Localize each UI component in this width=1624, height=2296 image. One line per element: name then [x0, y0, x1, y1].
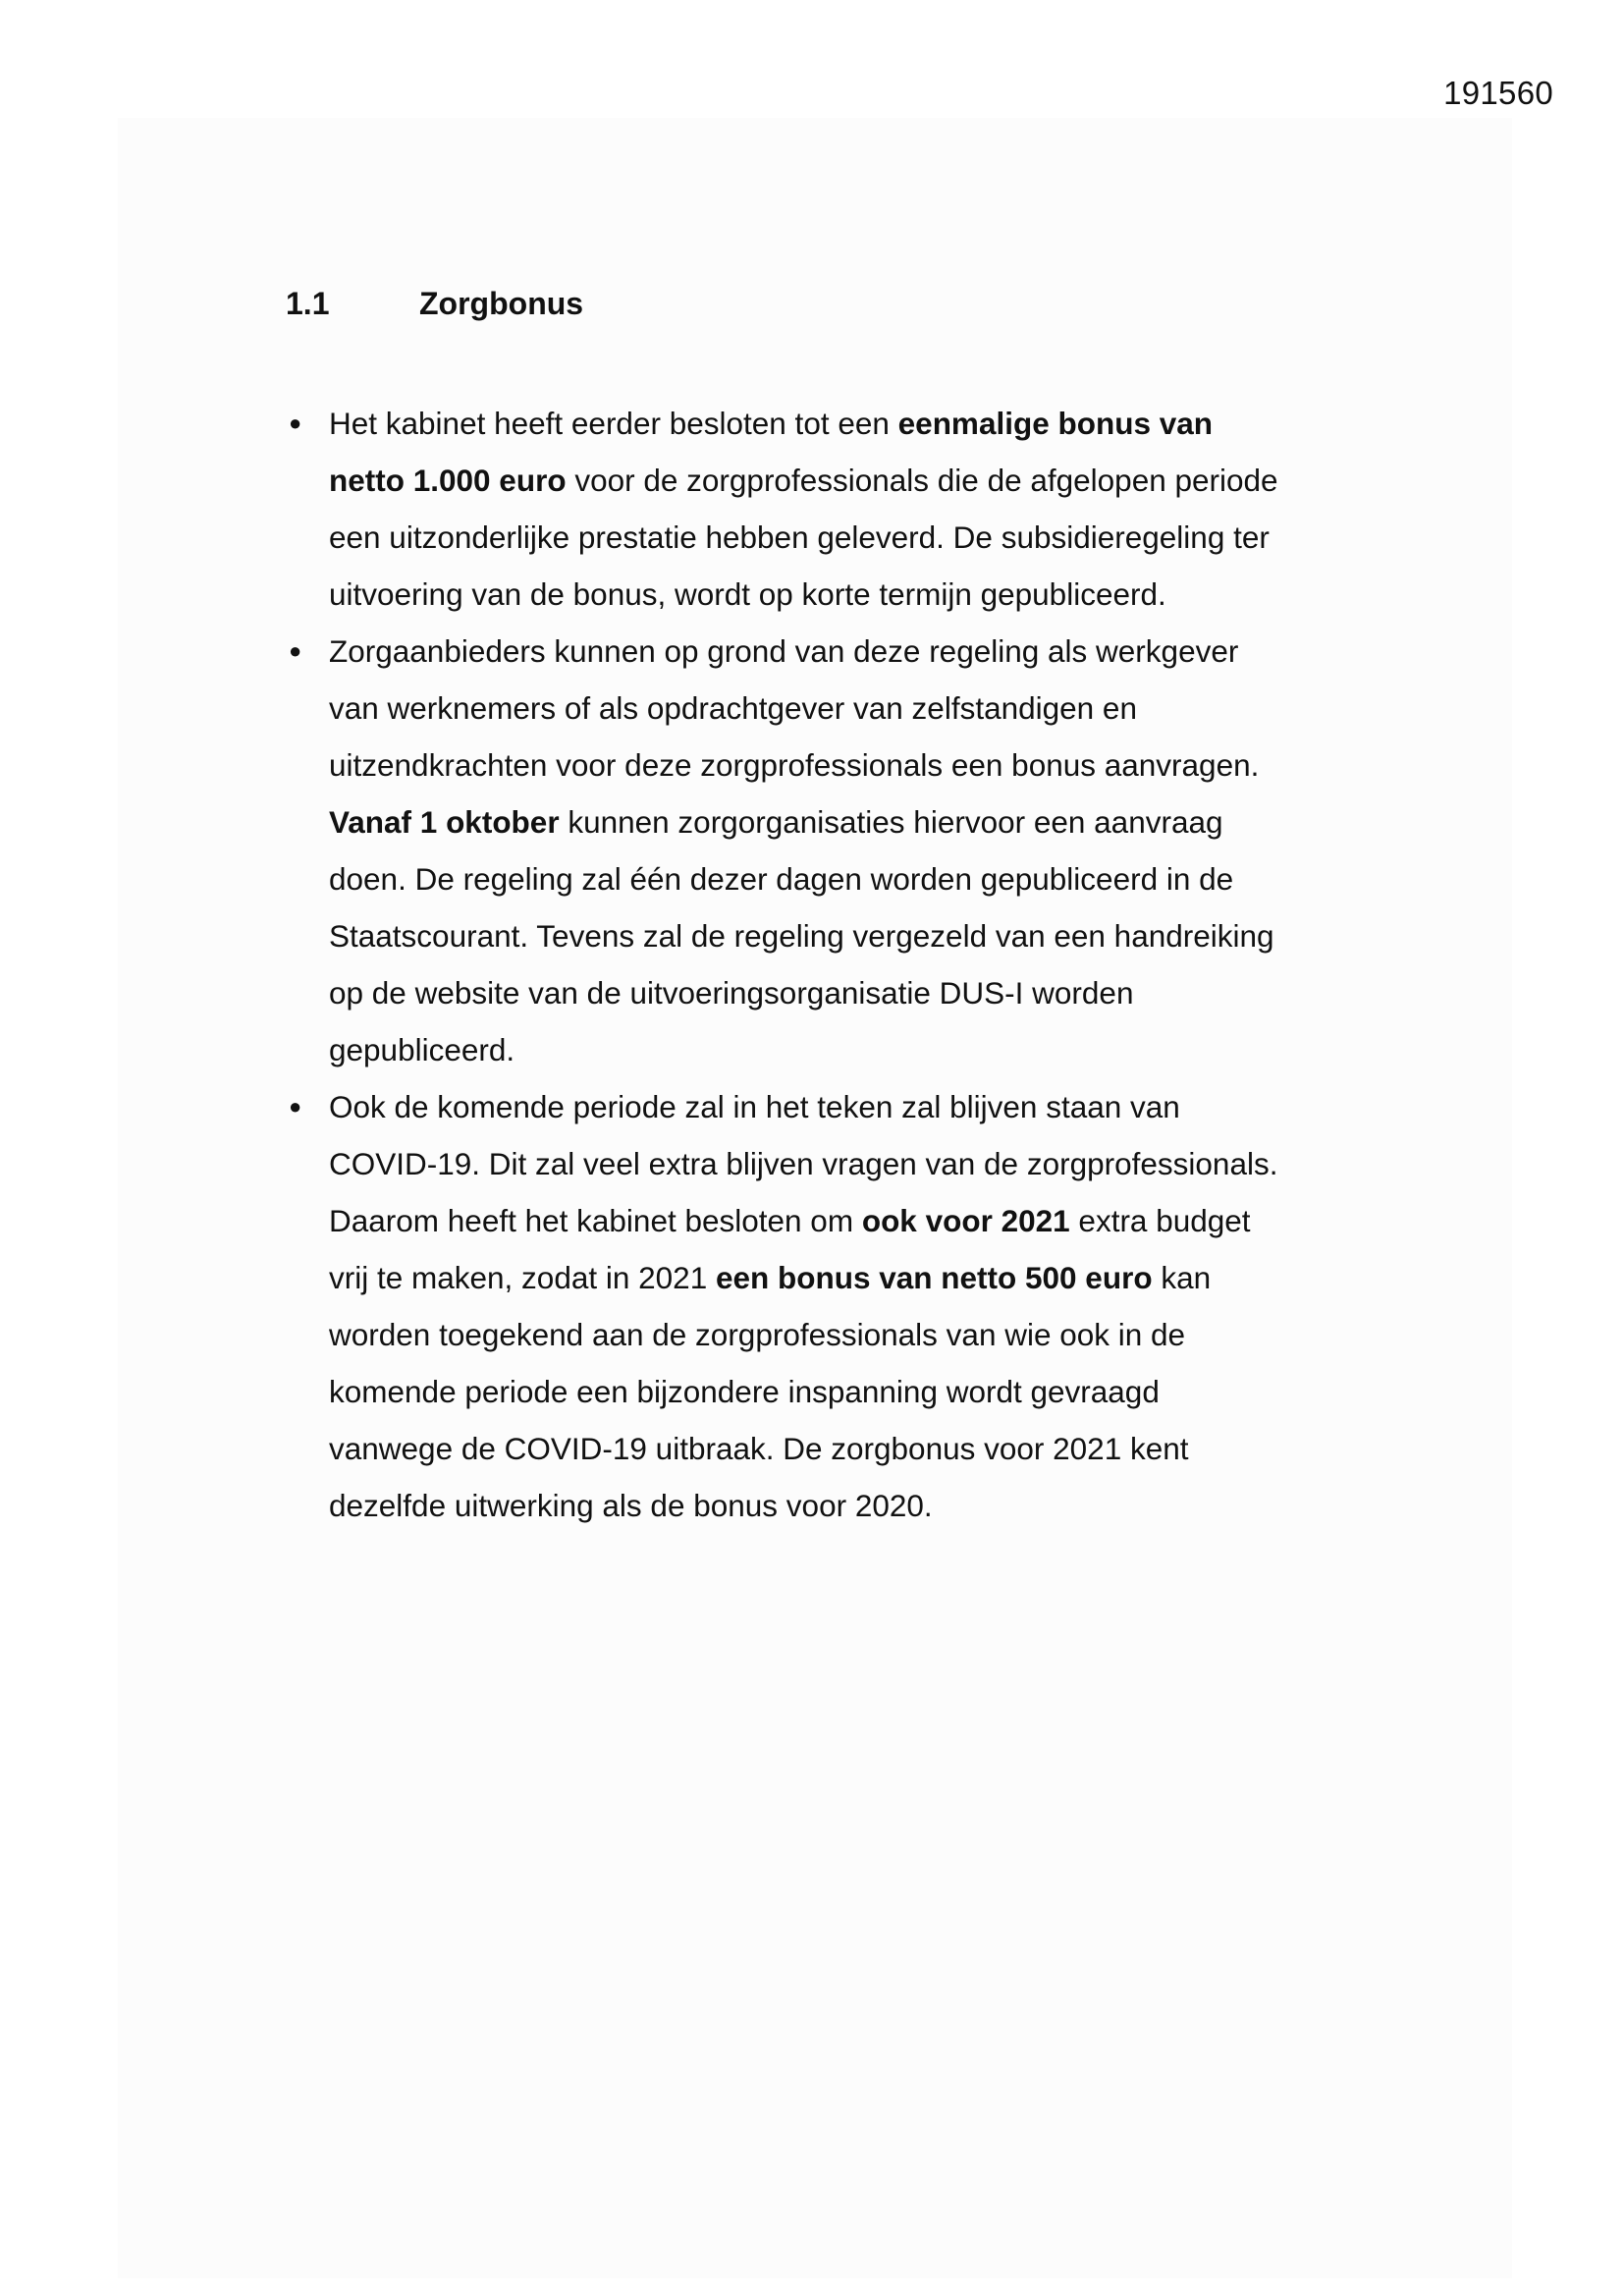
bullet-text-line	[329, 566, 1365, 623]
bullet-text-line	[329, 1078, 1365, 1135]
bullet-text-line	[329, 623, 1365, 680]
document-number: 191560	[1443, 75, 1553, 111]
text-run: komende periode een bijzondere inspanning wordt gevraagd	[329, 1374, 1160, 1409]
bullet-text-line	[329, 1306, 1365, 1363]
text-run: vanwege de COVID-19 uitbraak. De zorgbonus voor 2021 kent	[329, 1431, 1189, 1466]
bullet-list	[285, 395, 1365, 1534]
bullet-item	[285, 395, 1365, 623]
bullet-text-line	[329, 793, 1365, 850]
text-run: vrij te maken, zodat in 2021	[329, 1260, 716, 1295]
bold-text-run: eenmalige bonus van	[897, 406, 1213, 441]
bullet-dot-icon: ●	[289, 638, 302, 663]
bullet-text-line	[329, 395, 1365, 452]
bold-text-run: netto 1.000 euro	[329, 463, 567, 498]
text-run: extra budget	[1069, 1203, 1251, 1238]
text-run: COVID-19. Dit zal veel extra blijven vragen van de zorgprofessionals.	[329, 1146, 1278, 1181]
text-run: Zorgaanbieders kunnen op grond van deze regeling als werkgever	[329, 633, 1239, 669]
bullet-text-line	[329, 1249, 1365, 1306]
bullet-text-line	[329, 1192, 1365, 1249]
text-run: Het kabinet heeft eerder besloten tot een	[329, 406, 898, 441]
bullet-item	[285, 1078, 1365, 1534]
bullet-text-line	[329, 1420, 1365, 1477]
bullet-text-line	[329, 680, 1365, 737]
bold-text-run: ook voor 2021	[861, 1203, 1070, 1238]
bullet-text-line	[329, 509, 1365, 566]
bullet-text-line	[329, 452, 1365, 509]
text-run: doen. De regeling zal één dezer dagen worden gepubliceerd in de	[329, 861, 1234, 897]
bullet-item	[285, 623, 1365, 1078]
text-run: een uitzonderlijke prestatie hebben geleverd. De subsidieregeling ter	[329, 519, 1270, 555]
bold-text-run: Vanaf 1 oktober	[329, 804, 560, 840]
bullet-text-line	[329, 850, 1365, 907]
text-run: gepubliceerd.	[329, 1032, 515, 1067]
bullet-text-line	[329, 1363, 1365, 1420]
bold-text-run: een bonus van netto 500 euro	[715, 1260, 1153, 1295]
text-run: Ook de komende periode zal in het teken zal blijven staan van	[329, 1089, 1180, 1124]
bullet-text-line	[329, 964, 1365, 1021]
bullet-text-line	[329, 737, 1365, 793]
bullet-dot-icon: ●	[289, 410, 302, 435]
section-heading	[286, 286, 583, 322]
text-run: worden toegekend aan de zorgprofessionals van wie ook in de	[329, 1317, 1186, 1352]
text-run: uitzendkrachten voor deze zorgprofessionals een bonus aanvragen.	[329, 747, 1260, 783]
text-run: voor de zorgprofessionals die de afgelopen periode	[566, 463, 1278, 498]
text-run: kan	[1152, 1260, 1212, 1295]
bullet-text-line	[329, 1021, 1365, 1078]
section-title: Zorgbonus	[419, 286, 584, 321]
text-run: uitvoering van de bonus, wordt op korte termijn gepubliceerd.	[329, 576, 1166, 612]
text-run: dezelfde uitwerking als de bonus voor 2020.	[329, 1488, 933, 1523]
bullet-text-line	[329, 1477, 1365, 1534]
text-run: kunnen zorgorganisaties hiervoor een aanvraag	[559, 804, 1223, 840]
section-number: 1.1	[286, 286, 330, 321]
bullet-dot-icon: ●	[289, 1094, 302, 1119]
text-run: Daarom heeft het kabinet besloten om	[329, 1203, 862, 1238]
text-run: van werknemers of als opdrachtgever van zelfstandigen en	[329, 690, 1137, 726]
bullet-text-line	[329, 1135, 1365, 1192]
text-run: op de website van de uitvoeringsorganisatie DUS-I worden	[329, 975, 1134, 1011]
text-run: Staatscourant. Tevens zal de regeling vergezeld van een handreiking	[329, 918, 1274, 954]
bullet-text-line	[329, 907, 1365, 964]
